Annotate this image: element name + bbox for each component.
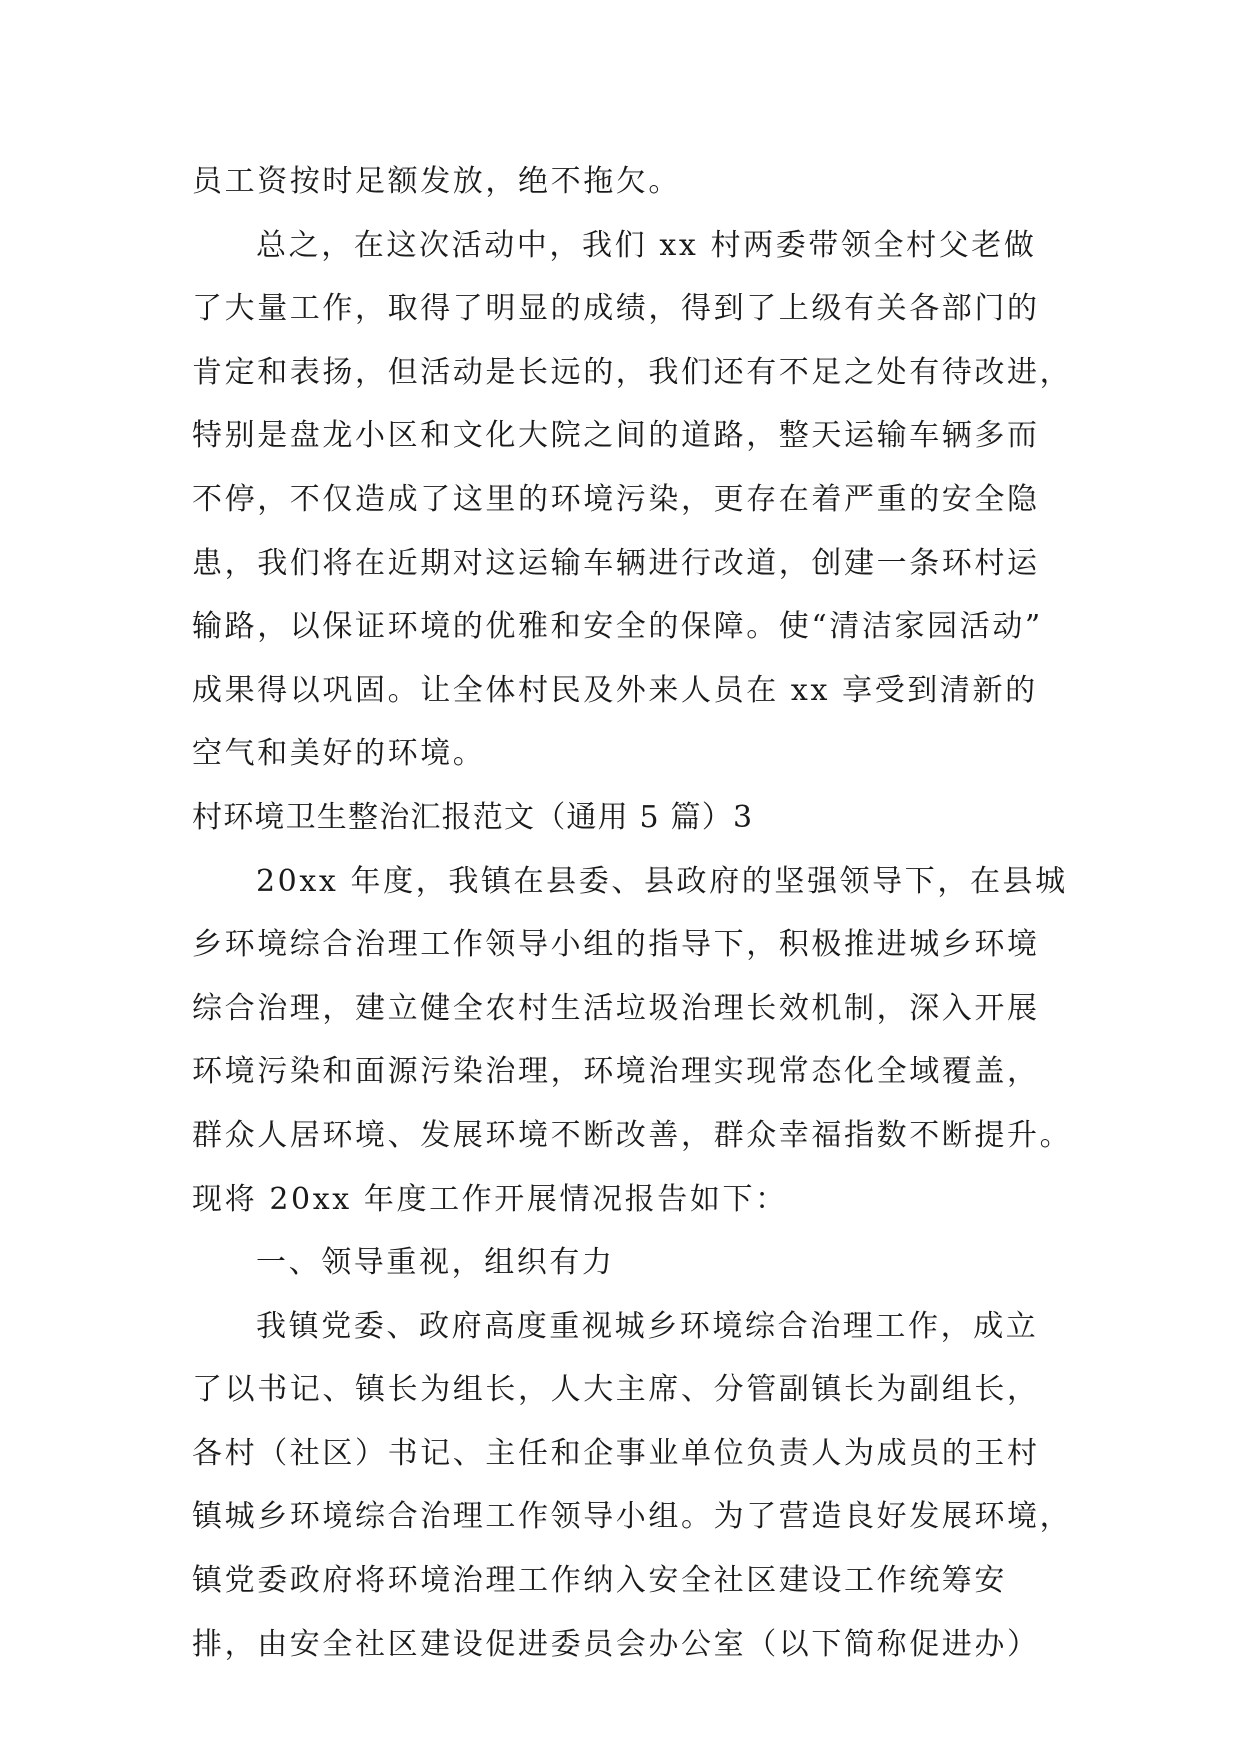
paragraph-line: 患，我们将在近期对这运输车辆进行改道，创建一条环村运 <box>192 545 1040 581</box>
paragraph-line: 不停，不仅造成了这里的环境污染，更存在着严重的安全隐 <box>192 481 1040 517</box>
paragraph-line: 镇城乡环境综合治理工作领导小组。为了营造良好发展环境， <box>192 1499 1073 1535</box>
paragraph-line: 乡环境综合治理工作领导小组的指导下，积极推进城乡环境 <box>192 927 1040 963</box>
subheading: 一、领导重视，组织有力 <box>256 1245 615 1281</box>
paragraph-line: 肯定和表扬，但活动是长远的，我们还有不足之处有待改进， <box>192 354 1073 390</box>
paragraph-line: 各村（社区）书记、主任和企事业单位负责人为成员的王村 <box>192 1435 1040 1471</box>
section-heading: 村环境卫生整治汇报范文（通用 5 篇）3 <box>192 799 754 835</box>
paragraph-line: 排，由安全社区建设促进委员会办公室（以下简称促进办） <box>192 1626 1040 1662</box>
paragraph-line: 镇党委政府将环境治理工作纳入安全社区建设工作统筹安 <box>192 1563 1007 1599</box>
paragraph-line: 我镇党委、政府高度重视城乡环境综合治理工作，成立 <box>256 1308 1039 1344</box>
paragraph-line: 综合治理，建立健全农村生活垃圾治理长效机制，深入开展 <box>192 990 1040 1026</box>
paragraph-line: 输路，以保证环境的优雅和安全的保障。使“清洁家园活动” <box>192 609 1043 645</box>
paragraph-line: 成果得以巩固。让全体村民及外来人员在 xx 享受到清新的 <box>192 672 1038 708</box>
paragraph-line: 了以书记、镇长为组长，人大主席、分管副镇长为副组长， <box>192 1372 1040 1408</box>
paragraph-line: 特别是盘龙小区和文化大院之间的道路，整天运输车辆多而 <box>192 418 1040 454</box>
paragraph-line: 空气和美好的环境。 <box>192 736 486 772</box>
paragraph-line: 环境污染和面源污染治理，环境治理实现常态化全域覆盖， <box>192 1054 1040 1090</box>
paragraph-line: 了大量工作，取得了明显的成绩，得到了上级有关各部门的 <box>192 291 1040 327</box>
document-body <box>192 150 1073 1676</box>
paragraph-line: 总之，在这次活动中，我们 xx 村两委带领全村父老做 <box>256 227 1037 263</box>
paragraph-line: 现将 20xx 年度工作开展情况报告如下： <box>192 1181 788 1217</box>
paragraph-line: 20xx 年度，我镇在县委、县政府的坚强领导下，在县城 <box>256 863 1068 899</box>
paragraph-line: 员工资按时足额发放，绝不拖欠。 <box>192 164 681 199</box>
paragraph-line: 群众人居环境、发展环境不断改善，群众幸福指数不断提升。 <box>192 1117 1073 1153</box>
